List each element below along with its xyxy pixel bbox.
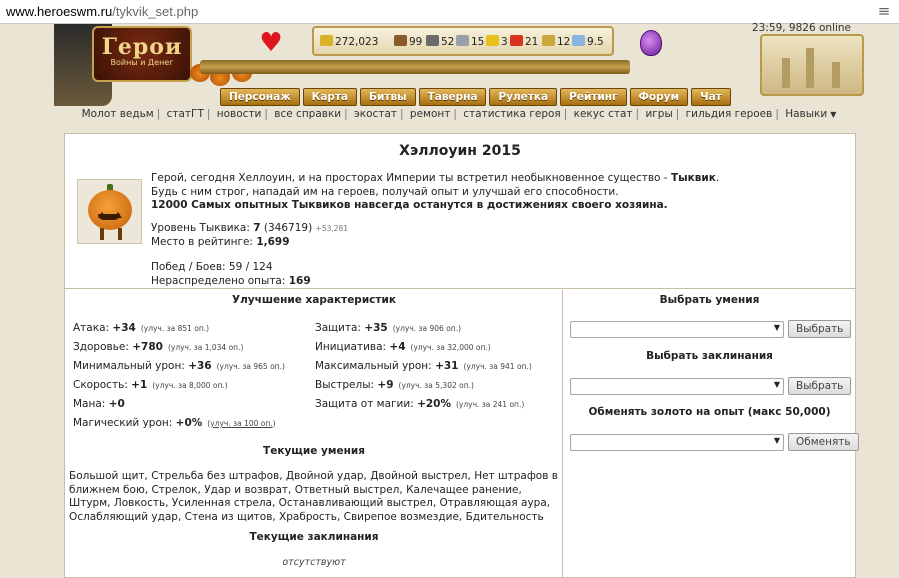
- spells-title: Текущие заклинания: [249, 531, 379, 543]
- link-hero-stats[interactable]: статистика героя: [463, 108, 561, 120]
- tab-map[interactable]: Карта: [303, 88, 357, 106]
- link-repair[interactable]: ремонт: [409, 108, 451, 120]
- stat-magic-damage: Магический урон: +0% (улуч. за 100 оп.): [73, 417, 276, 429]
- pumpkin-icon: [88, 190, 132, 230]
- online-counter: 23:59, 9826 online: [752, 22, 852, 34]
- exchange-title: Обменять золото на опыт (макс 50,000): [588, 406, 831, 418]
- link-guild-heroes[interactable]: гильдия героев: [685, 108, 773, 120]
- dropdown-arrow-icon: ▼: [773, 380, 780, 389]
- improvements-section: [65, 290, 563, 578]
- resource-ore: 52: [426, 35, 454, 48]
- tab-rating[interactable]: Рейтинг: [560, 88, 626, 106]
- stat-defense: Защита: +35 (улуч. за 906 оп.): [315, 322, 461, 334]
- link-kekus-stat[interactable]: кекус стат: [573, 108, 633, 120]
- pumpkin-stats: Уровень Тыквика: 7 (346719) +53,281 Место в рейтинге: 1,699 Побед / Боев: 59 / 124 Нераспределено опыта: 169: [151, 222, 349, 287]
- tab-chat[interactable]: Чат: [691, 88, 731, 106]
- skill-select[interactable]: [570, 321, 784, 338]
- gold-icon: [320, 35, 333, 46]
- dropdown-arrow-icon: ▼: [773, 436, 780, 445]
- castle-tower: [806, 48, 814, 88]
- address-bar[interactable]: [0, 0, 899, 24]
- pumpkin-avatar: [77, 179, 142, 244]
- castle-picture[interactable]: [760, 34, 864, 96]
- diamond-icon: [572, 35, 585, 46]
- resource-crystal: 21: [510, 35, 538, 48]
- spells-value: отсутствуют: [282, 557, 346, 568]
- exchange-button[interactable]: Обменять: [788, 433, 859, 451]
- skills-title: Текущие умения: [263, 445, 365, 457]
- gems-icon: [542, 35, 555, 46]
- spell-select[interactable]: [570, 378, 784, 395]
- stat-speed: Скорость: +1 (улуч. за 8,000 оп.): [73, 379, 228, 391]
- resource-wood: 99: [394, 35, 422, 48]
- header-frame: [200, 60, 630, 74]
- actions-section: [564, 290, 855, 578]
- free-exp-value: 169: [288, 274, 311, 287]
- ore-icon: [426, 35, 439, 46]
- stat-shots: Выстрелы: +9 (улуч. за 5,302 оп.): [315, 379, 474, 391]
- link-skills-menu[interactable]: Навыки ▼: [785, 108, 837, 120]
- link-help[interactable]: все справки: [274, 108, 342, 120]
- mercury-icon: [456, 35, 469, 46]
- dropdown-arrow-icon: ▼: [773, 323, 780, 332]
- mana-potion-icon[interactable]: [640, 30, 662, 56]
- quick-links: Молот ведьм | статГТ | новости | все справки | экостат | ремонт | статистика героя | кекус стат | игры | гильдия героев | Навыки ▼: [81, 108, 837, 120]
- stat-mana: Мана: +0: [73, 398, 125, 410]
- stat-initiative: Инициатива: +4 (улуч. за 32,000 оп.): [315, 341, 491, 353]
- wins-value: 59 / 124: [228, 261, 273, 273]
- resource-mercury: 15: [456, 35, 484, 48]
- link-ecostat[interactable]: экостат: [354, 108, 398, 120]
- wood-icon: [394, 35, 407, 46]
- sulfur-icon: [486, 35, 499, 46]
- tab-tavern[interactable]: Таверна: [419, 88, 487, 106]
- improvements-title: Улучшение характеристик: [232, 294, 396, 306]
- choose-skill-title: Выбрать умения: [659, 294, 760, 306]
- main-nav: [220, 88, 731, 106]
- game-logo[interactable]: Герои Войны и Денег: [92, 26, 192, 82]
- choose-spell-button[interactable]: Выбрать: [788, 377, 851, 395]
- stat-min-damage: Минимальный урон: +36 (улуч. за 965 оп.): [73, 360, 285, 372]
- stat-health: Здоровье: +780 (улуч. за 1,034 оп.): [73, 341, 244, 353]
- skills-list: Большой щит, Стрельба без штрафов, Двойной удар, Двойной выстрел, Нет штрафов в ближнем бою, Стрелок, Удар и возврат, Ответный выстрел, Калечащее ранение, Штурм, Ловкость, Усиленная стрела, Останавливающий выстрел, Отравляющая аура, Ослабляющий удар, Стена из щитов, Храбрость, Свирепое возмездие, Бдительность: [69, 470, 558, 523]
- tab-forum[interactable]: Форум: [630, 88, 689, 106]
- link-news[interactable]: новости: [216, 108, 262, 120]
- resources-bar: [312, 26, 614, 56]
- tab-roulette[interactable]: Рулетка: [489, 88, 557, 106]
- resource-sulfur: 3: [486, 35, 508, 48]
- link-witch-hammer[interactable]: Молот ведьм: [81, 108, 154, 120]
- dropdown-arrow-icon: ▼: [830, 110, 837, 119]
- rank-value: 1,699: [256, 235, 290, 248]
- tab-battles[interactable]: Битвы: [360, 88, 416, 106]
- browser-menu-icon[interactable]: ≡: [877, 2, 891, 20]
- improve-magic-damage-link[interactable]: улуч. за 100 оп.: [210, 419, 273, 428]
- resource-gold: 272,023: [320, 35, 378, 48]
- link-statgt[interactable]: статГТ: [166, 108, 204, 120]
- event-summary: [65, 134, 855, 289]
- level-value: 7: [253, 222, 261, 234]
- choose-spell-title: Выбрать заклинания: [646, 350, 773, 362]
- choose-skill-button[interactable]: Выбрать: [788, 320, 851, 338]
- url-text[interactable]: www.heroeswm.ru/tykvik_set.php: [6, 4, 199, 19]
- stat-max-damage: Максимальный урон: +31 (улуч. за 941 оп.): [315, 360, 532, 372]
- castle-tower: [832, 62, 840, 88]
- gold-amount-select[interactable]: [570, 434, 784, 451]
- crystal-icon: [510, 35, 523, 46]
- stat-attack: Атака: +34 (улуч. за 851 оп.): [73, 322, 210, 334]
- creature-name: Тыквик: [670, 172, 716, 184]
- castle-tower: [782, 58, 790, 88]
- tykvik-panel: [64, 133, 856, 578]
- event-description: Герой, сегодня Хеллоуин, и на просторах Империи ты встретил необыкновенное существо - Тыквик. Будь с ним строг, нападай им на героев, получай опыт и улучшай его способности. 12000 Самых опытных Тыквиков навсегда останутся в достижениях своего хозяина.: [151, 172, 720, 211]
- tab-character[interactable]: Персонаж: [220, 88, 300, 106]
- link-games[interactable]: игры: [645, 108, 673, 120]
- resource-gems: 12: [542, 35, 570, 48]
- resource-diamonds: 9.5: [572, 35, 604, 48]
- health-heart-icon[interactable]: ♥: [259, 28, 283, 58]
- stat-magic-defense: Защита от магии: +20% (улуч. за 241 оп.): [315, 398, 525, 410]
- page-title: Хэллоуин 2015: [399, 143, 521, 159]
